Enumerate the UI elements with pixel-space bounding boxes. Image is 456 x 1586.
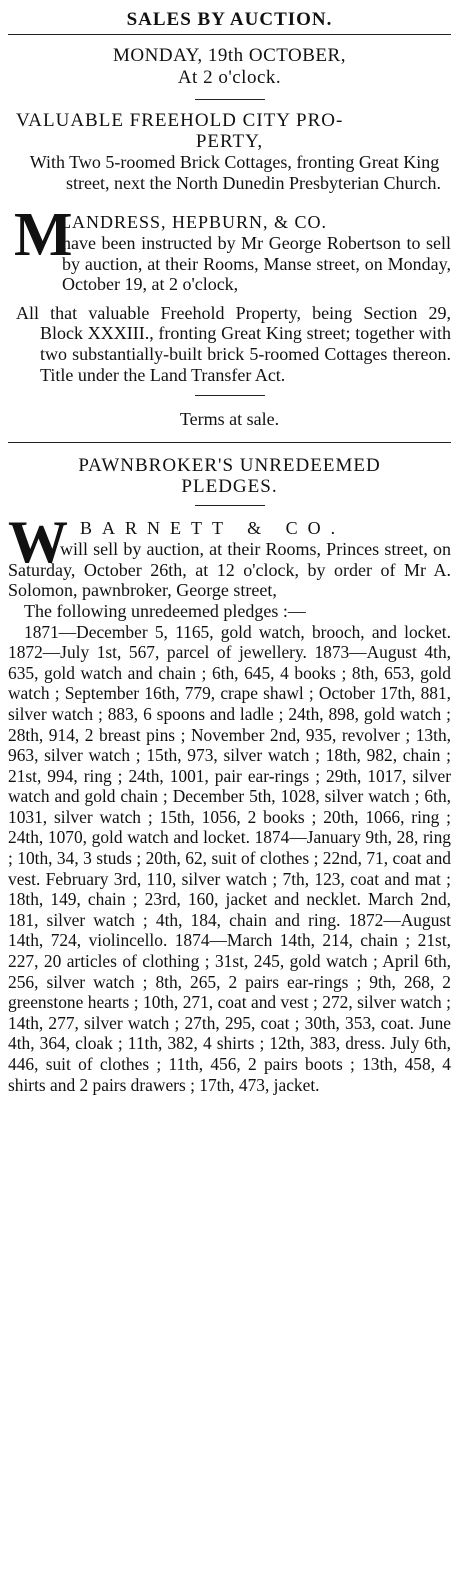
property-subtitle: With Two 5-roomed Brick Cottages, fronting Great King street, next the North Dunedin Presbyterian Church. <box>29 152 441 193</box>
pledges-intro: The following unredeemed pledges :— <box>24 600 306 621</box>
property-description: All that valuable Freehold Property, being Section 29, Block XXXIII., fronting Great King street; together with two substantially-built brick 5-roomed Cottages thereon. Title under the Land Transfer Act. <box>16 302 451 385</box>
pledges-list: 1871—December 5, 1165, gold watch, brooch, and locket. 1872—July 1st, 567, parcel of jewellery. 1873—August 4th, 635, gold watch and chain ; 6th, 645, 4 books ; 8th, 653, gold watch ; September 16th, 779, crape shawl ; October 17th, 881, silver watch ; 883, 6 spoons and ladle ; 24th, 898, gold watch ; 28th, 914, 2 breast pins ; November 2nd, 935, revolver ; 13th, 963, silver watch ; 15th, 973, silver watch ; 18th, 982, chain ; 21st, 994, ring ; 24th, 1001, pair ear-rings ; 29th, 1017, silver watch and gold chain ; December 5th, 1028, silver watch ; 6th, 1031, silver watch ; 15th, 1056, 2 books ; 20th, 1066, ring ; 24th, 1070, gold watch and locket. 1874—January 9th, 28, ring ; 10th, 34, 3 studs ; 20th, 62, suit of clothes ; 22nd, 71, coat and vest. February 3rd, 110, silver watch ; 7th, 123, coat and mat ; 18th, 149, chain ; 23rd, 160, jacket and necklet. March 2nd, 181, silver watch ; 4th, 184, chain and ring. 1872—August 14th, 724, violincello. 1874—March 14th, 214, chain ; 21st, 227, 20 articles of clothing ; 31st, 245, gold watch ; April 6th, 256, silver watch ; 8th, 265, 2 pairs ear-rings ; 9th, 268, 2 greenstone hearts ; 10th, 271, coat and vest ; 272, silver watch ; 14th, 277, silver watch ; 27th, 295, coat ; 30th, 353, coat. June 4th, 364, cloak ; 11th, 382, 4 shirts ; 12th, 383, dress. July 6th, 446, suit of clothes ; 11th, 456, 2 pairs boots ; 13th, 458, 4 shirts and 2 pairs drawers ; 17th, 473, jacket. <box>8 621 451 1095</box>
auction-date: MONDAY, 19th OCTOBER, <box>113 45 346 66</box>
short-rule <box>195 395 265 396</box>
property-title-line2: PERTY, <box>195 131 264 152</box>
auction-announcement-lead <box>56 233 451 295</box>
auction-ad-property <box>8 45 451 430</box>
barnett-firm: BARNETT & CO. <box>80 518 346 539</box>
auction-ad-pledges <box>8 455 451 1095</box>
heading-rule <box>8 34 451 35</box>
auction-announcement: have been instructed by Mr George Robertson to sell by auction, at their Rooms, Manse street, on Monday, October 19, at 2 o'clock, <box>62 233 451 295</box>
short-rule <box>195 99 265 100</box>
barnett-block <box>8 509 451 601</box>
terms-of-sale: Terms at sale. <box>179 409 280 430</box>
property-title-line1: VALUABLE FREEHOLD CITY PRO- <box>16 110 344 131</box>
barnett-announcement: will sell by auction, at their Rooms, Princes street, on Saturday, October 26th, at 12 o'clock, by order of Mr A. Solomon, pawnbroker, George street, <box>8 539 451 601</box>
section-heading: SALES BY AUCTION. <box>126 9 333 30</box>
pledges-title-line1: PAWNBROKER'S UNREDEEMED <box>78 455 381 477</box>
drop-cap-w: W <box>8 509 68 576</box>
short-rule <box>195 505 265 506</box>
drop-cap-m: M <box>14 201 73 269</box>
auctioneer-firm: LANDRESS, HEPBURN, & CO. <box>60 212 328 232</box>
auctioneer-block <box>8 201 451 295</box>
auction-time: At 2 o'clock. <box>177 67 282 88</box>
divider-rule <box>8 442 451 443</box>
pledges-title-line2: PLEDGES. <box>181 476 278 498</box>
